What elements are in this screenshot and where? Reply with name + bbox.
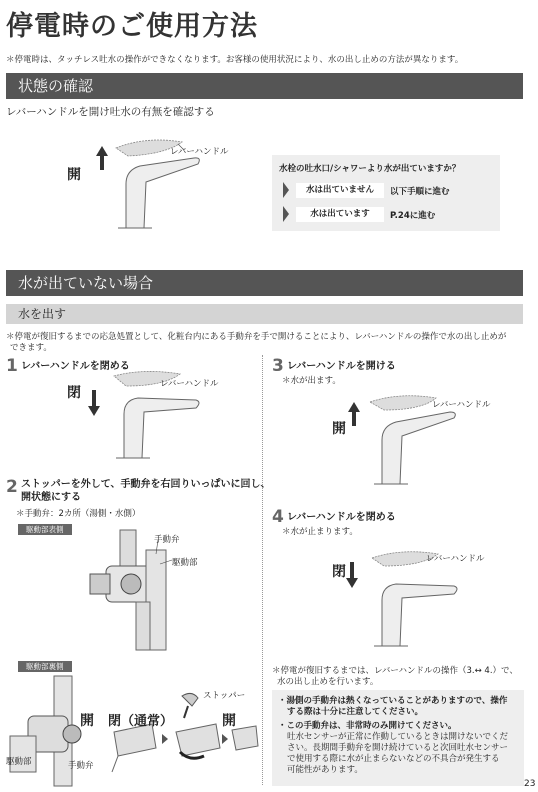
subheading-water-on: 水を出す <box>6 304 523 324</box>
step-2-text-line2: 開状態にする <box>21 492 81 503</box>
question-text: 水栓の吐水口/シャワーより水が出ていますか？ <box>279 164 461 174</box>
option-no-water-result: 以下手順に進む <box>390 187 450 197</box>
option-water-chip[interactable]: 水は出ています <box>296 207 384 222</box>
step-1-lever-label: レバーハンドル <box>160 379 219 389</box>
step-3-lever-label: レバーハンドル <box>432 400 491 410</box>
closed-normal-label: 閉（通常） <box>108 714 174 729</box>
manual-valve-label-back: 手動弁 <box>68 761 94 771</box>
step-3-note: ＊水が出ます。 <box>282 376 341 386</box>
restore-note-line2: 水の出し止めを行います。 <box>277 677 379 687</box>
tag-drive-back: 駆動部裏側 <box>18 661 72 672</box>
step-4-close-label: 閉 <box>332 564 346 580</box>
page-title: 停電時のご使用方法 <box>6 11 258 42</box>
step-1-text: レバーハンドルを閉める <box>21 361 130 372</box>
step-3-number: 3 <box>272 356 284 376</box>
step-2-note: ＊手動弁：2カ所（湯側・水側） <box>16 509 141 519</box>
back-open-label-2: 開 <box>222 713 236 729</box>
step-1-close-label: 閉 <box>67 385 81 401</box>
faucet-illustration-status <box>66 126 246 236</box>
status-subheading: レバーハンドルを開け吐水の有無を確認する <box>6 106 215 118</box>
step-4-note: ＊水が止まります。 <box>282 527 358 537</box>
warning-1-line2: する際は十分に注意してください。 <box>287 707 424 717</box>
restore-note-line1: ＊停電が復旧するまでは、レバーハンドルの操作（3.↔ 4.）で、 <box>272 666 518 676</box>
stopper-label: ストッパー <box>203 691 246 701</box>
option-no-water-chip[interactable]: 水は出ていません <box>296 183 384 198</box>
step-3-open-label: 開 <box>332 421 346 437</box>
warning-1-line1: ・湯側の手動弁は熱くなっていることがありますので、操作 <box>278 696 508 706</box>
warning-2-line2: 吐水センサーが正常に作動しているときは開けないでくだ <box>287 732 509 742</box>
section-heading-no-water: 水が出ていない場合 <box>6 270 523 296</box>
arrow-right-icon <box>283 206 289 222</box>
no-water-intro-line1: ＊停電が復旧するまでの応急処置として、化粧台内にある手動弁を手で開けることにより、レバーハンドルの操作で水の出し止めが <box>6 332 507 342</box>
warning-2-line4: で使用する際に水が止まらないなどの不具合が発生する <box>287 754 500 764</box>
open-label: 開 <box>67 167 81 183</box>
page-number: 23 <box>524 779 536 789</box>
drive-unit-label-back: 駆動部 <box>6 757 32 767</box>
warning-2-line1: ・この手動弁は、非常時のみ開けてください。 <box>278 721 457 731</box>
column-divider <box>262 355 263 785</box>
arrow-right-icon <box>283 182 289 198</box>
intro-note: ＊停電時は、タッチレス吐水の操作ができなくなります。お客様の使用状況により、水の出し止めの方法が異なります。 <box>6 55 464 65</box>
step-4-text: レバーハンドルを閉める <box>287 512 396 523</box>
step-3-text: レバーハンドルを開ける <box>287 361 396 372</box>
step-2-number: 2 <box>6 477 18 497</box>
lever-handle-label: レバーハンドル <box>170 147 229 157</box>
drive-unit-label: 駆動部 <box>172 558 198 568</box>
step-4-lever-label: レバーハンドル <box>426 554 485 564</box>
faucet-illustration-step1 <box>66 362 246 462</box>
step-2-text-line1: ストッパーを外して、手動弁を右回りいっぱいに回し、 <box>21 479 271 490</box>
manual-valve-label: 手動弁 <box>154 535 180 545</box>
tag-drive-front: 駆動部表側 <box>18 524 72 535</box>
warning-2-line5: 可能性があります。 <box>287 765 363 775</box>
valve-illustration-front <box>86 530 226 650</box>
step-4-number: 4 <box>272 507 284 527</box>
step-1-number: 1 <box>6 356 18 376</box>
section-heading-status: 状態の確認 <box>6 73 523 99</box>
no-water-intro-line2: できます。 <box>10 343 52 353</box>
back-open-label: 開 <box>80 713 94 729</box>
option-water-result: P.24に進む <box>390 211 436 221</box>
warning-2-line3: さい。長期間手動弁を開け続けていると次回吐水センサー <box>287 743 509 753</box>
